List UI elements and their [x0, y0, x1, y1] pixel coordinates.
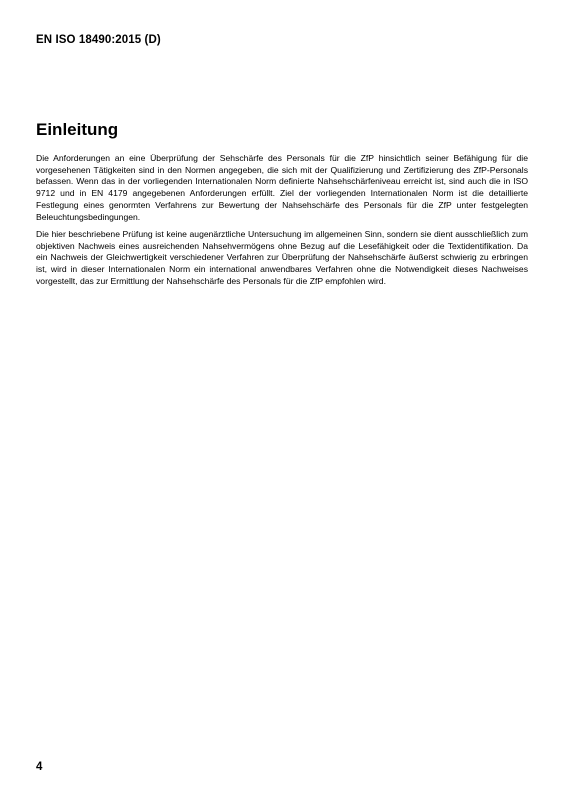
paragraph-1: Die Anforderungen an eine Überprüfung der Sehschärfe des Personals für die ZfP hinsichtlich seiner Befähigung für die vorgesehenen Tätigkeiten sind in den Normen angegeben, die sich mit der Qualifizierung und Zertifizierung des ZfP-Personals befassen. Wenn das in der vorliegenden Internationalen Norm definierte Nahsehschärfeniveau erreicht ist, sind auch die in ISO 9712 und in EN 4179 angegebenen Anforderungen erfüllt. Ziel der vorliegenden Internationalen Norm ist die detaillierte Festlegung eines genormten Verfahrens zur Bewertung der Nahsehschärfe des Personals für die ZfP unter festgelegten Beleuchtungsbedingungen. [36, 153, 528, 222]
paragraph-2: Die hier beschriebene Prüfung ist keine augenärztliche Untersuchung im allgemeinen Sinn, sondern sie dient ausschließlich zum objektiven Nachweis eines ausreichenden Nahsehvermögens ohne Bezug auf die Lesefähigkeit oder die Textidentifikation. Da ein Nachweis der Gleichwertigkeit verschiedener Verfahren zur Überprüfung der Nahsehschärfe äußerst schwierig zu erbringen ist, wird in dieser Internationalen Norm ein international anwendbares Verfahren ohne die Notwendigkeit dieses Nachweises vorgestellt, das zur Ermittlung der Nahsehschärfe des Personals für die ZfP empfohlen wird. [36, 229, 528, 286]
document-id: EN ISO 18490:2015 (D) [36, 34, 161, 46]
section-heading: Einleitung [36, 120, 119, 139]
page-number: 4 [36, 761, 43, 773]
